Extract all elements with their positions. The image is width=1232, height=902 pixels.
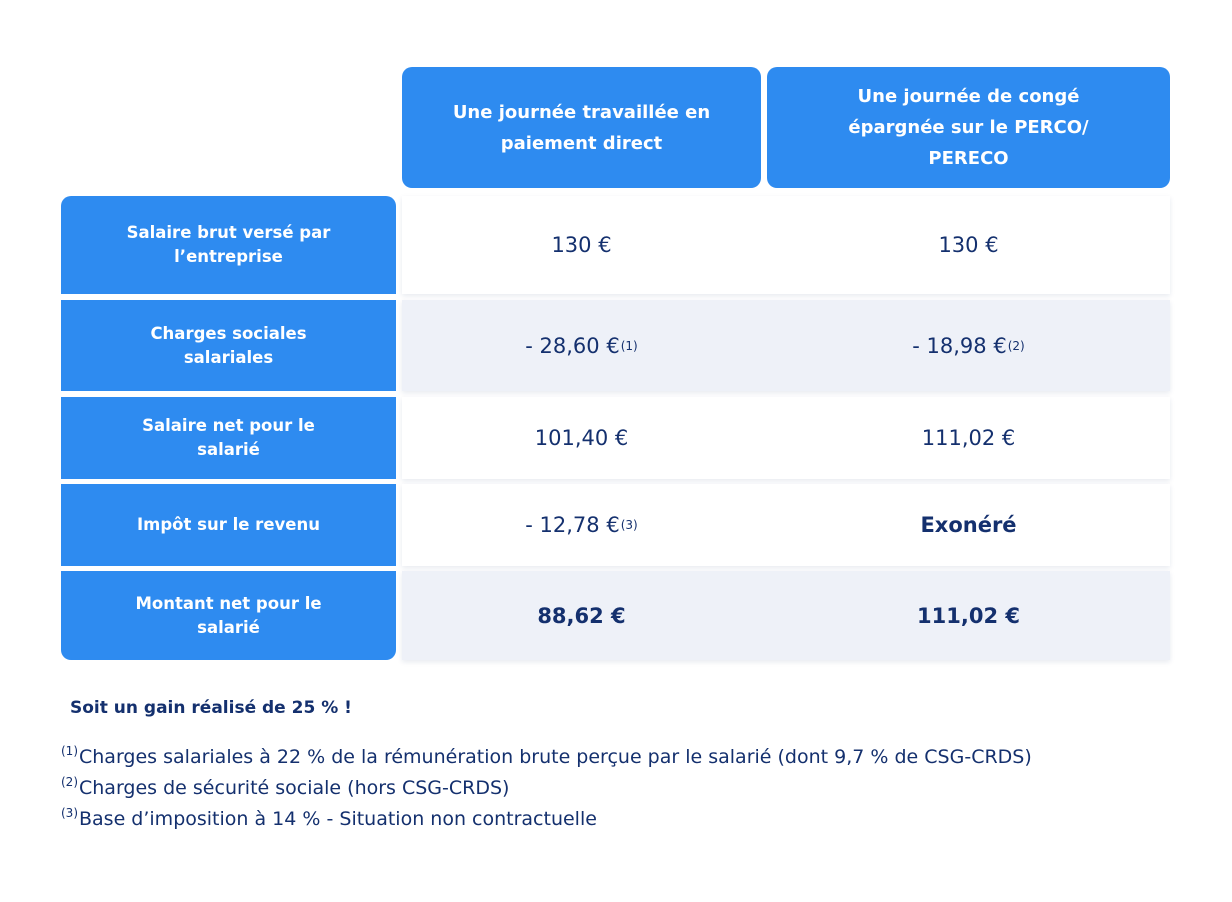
- row-header-label: Impôt sur le revenu: [137, 515, 320, 534]
- row-header-label: Salaire net pour le salarié: [142, 416, 315, 459]
- cell-value: - 28,60 €: [525, 333, 620, 358]
- row-header-label: Montant net pour le salarié: [135, 593, 322, 637]
- cell-value: 88,62 €: [537, 603, 626, 628]
- cell-perco: [767, 196, 1170, 294]
- row-header-net-salary: [61, 397, 396, 479]
- column-header-perco: [767, 67, 1170, 188]
- cell-direct-payment: [402, 397, 761, 479]
- footnote-text: Charges de sécurité sociale (hors CSG-CRDS): [79, 777, 510, 799]
- cell-value: - 18,98 €: [912, 333, 1007, 358]
- cell-value: 111,02 €: [917, 603, 1020, 628]
- cell-direct-payment: [402, 571, 761, 660]
- cell-perco: - 18,98 € (2): [912, 333, 1025, 358]
- row-header-gross-salary: [61, 196, 396, 294]
- cell-perco: [767, 484, 1170, 566]
- cell-value: 130 €: [938, 233, 999, 257]
- footnote-text: Charges salariales à 22 % de la rémunération brute perçue par le salarié (dont 9,7 % de CSG-CRDS): [79, 746, 1032, 768]
- row-header-label: Charges sociales salariales: [150, 323, 307, 367]
- row-header-net-amount: [61, 571, 396, 660]
- table-row: [402, 196, 1170, 294]
- row-header-label: Salaire brut versé par l’entreprise: [126, 223, 331, 266]
- cell-perco: [767, 397, 1170, 479]
- footnote: [61, 804, 1032, 835]
- cell-direct-payment: - 12,78 € (3): [525, 513, 638, 537]
- footnote: [61, 773, 1032, 804]
- table-row: [402, 571, 1170, 660]
- cell-direct-payment: [402, 196, 761, 294]
- footnote-marker: (2): [61, 775, 78, 789]
- cell-direct-payment: - 28,60 € (1): [525, 333, 638, 358]
- footnote-marker: (3): [61, 806, 78, 820]
- table-row: [402, 300, 1170, 391]
- cell-value: Exonéré: [920, 513, 1017, 537]
- cell-value: 111,02 €: [921, 426, 1016, 450]
- footnote-text: Base d’imposition à 14 % - Situation non contractuelle: [79, 808, 597, 830]
- column-header-direct-payment: [402, 67, 761, 188]
- row-header-social-charges: [61, 300, 396, 391]
- column-header-label: Une journée de congé épargnée sur le PERCO/ PERECO: [848, 86, 1089, 169]
- footnotes: [61, 742, 1032, 835]
- row-header-income-tax: [61, 484, 396, 566]
- table-row: [402, 484, 1170, 566]
- cell-value: 101,40 €: [534, 426, 629, 450]
- column-header-label: Une journée travaillée en paiement direct: [452, 101, 711, 154]
- table-row: [402, 397, 1170, 479]
- cell-value: 130 €: [551, 233, 612, 257]
- gain-statement: Soit un gain réalisé de 25 % !: [70, 698, 352, 718]
- footnote: [61, 742, 1032, 773]
- cell-perco: [767, 571, 1170, 660]
- footnote-marker: (1): [61, 744, 78, 758]
- cell-value: - 12,78 €: [525, 513, 620, 537]
